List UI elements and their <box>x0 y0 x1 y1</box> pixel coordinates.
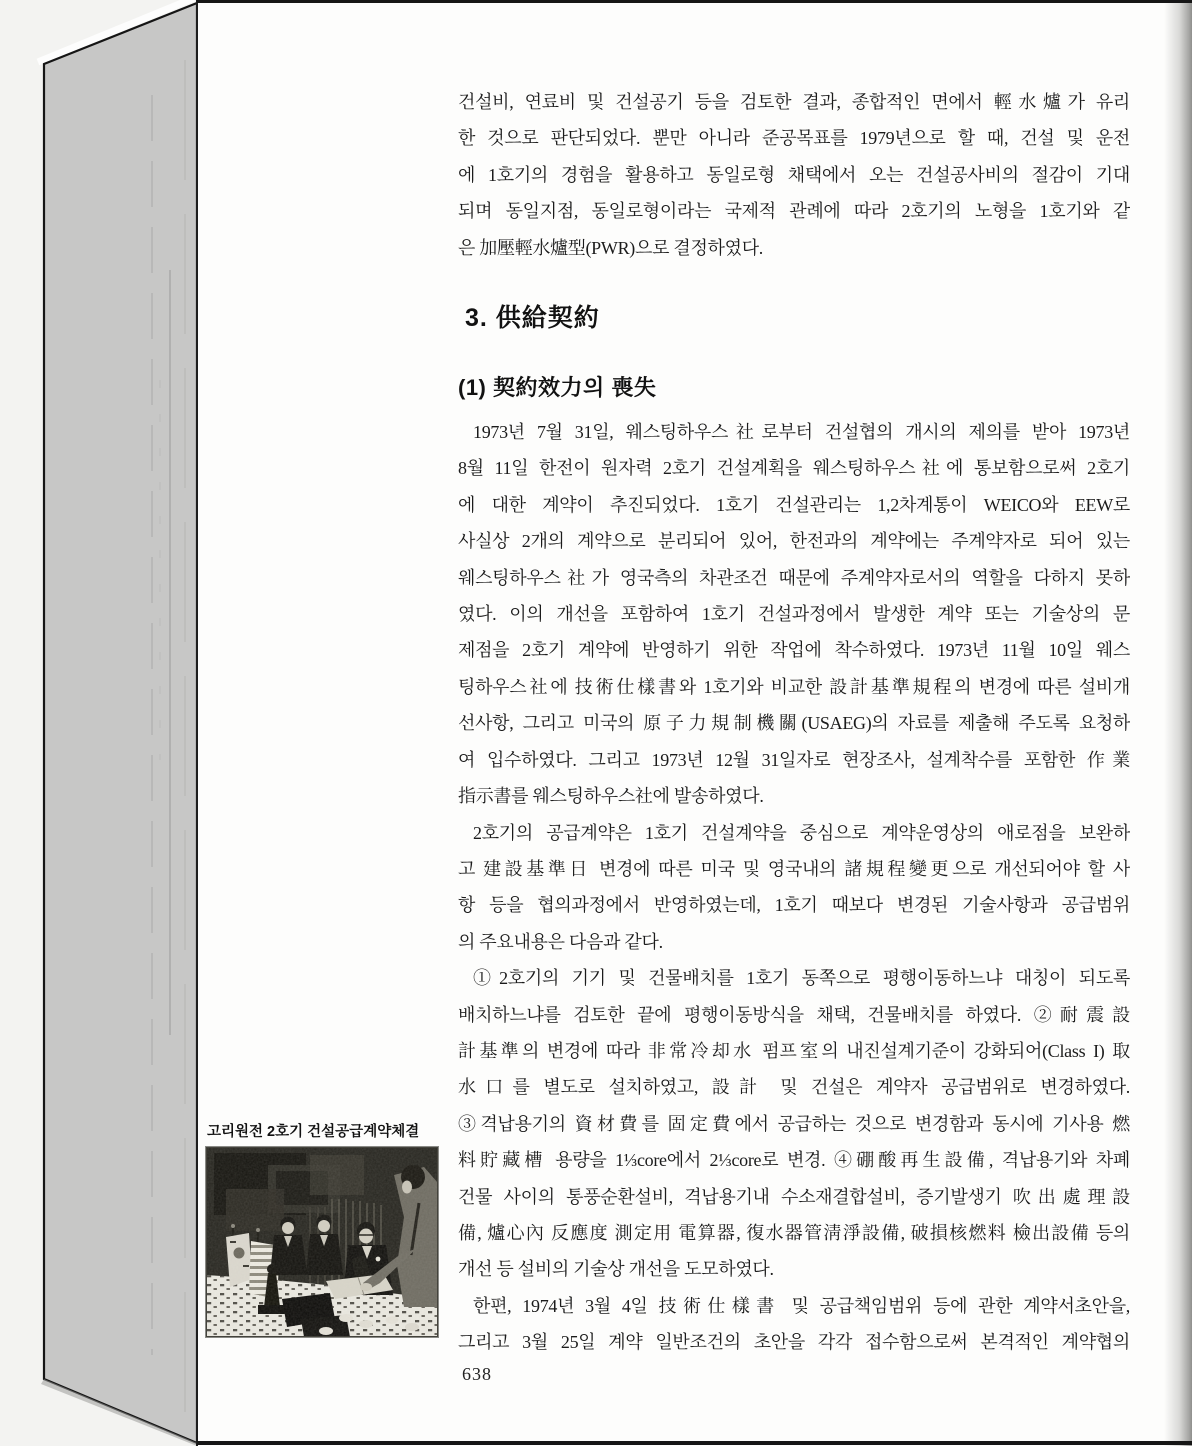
page-number: 638 <box>462 1363 492 1384</box>
text-line: 2호기의 공급계약은 1호기 건설계약을 중심으로 계약운영상의 애로점을 보완하 <box>473 822 1130 843</box>
text-line: ③격납용기의 資材費를 固定費에서 공급하는 것으로 변경함과 동시에 기사용 燃 <box>458 1113 1130 1134</box>
text-line: 고 建設基準日 변경에 따른 미국 및 영국내의 諸規程變更으로 개선되어야 할 사 <box>458 858 1130 879</box>
book-page <box>197 0 1192 1446</box>
text-line: 선사항, 그리고 미국의 原子力規制機關(USAEG)의 자료를 제출해 주도록 요청하 <box>458 713 1130 734</box>
scan-edge-top <box>197 0 1192 3</box>
text-line: 였다. 이의 개선을 포함하여 1호기 건설과정에서 발생한 계약 또는 기술상의 문 <box>458 604 1130 625</box>
text-line: 개선 등 설비의 기술상 개선을 도모하였다. <box>458 1259 774 1280</box>
text-line: 웨스팅하우스社가 영국측의 차관조건 때문에 주계약자로서의 역할을 다하지 못하 <box>458 567 1130 588</box>
text-line: 배치하느냐를 검토한 끝에 평행이동방식을 채택, 건물배치를 하였다. ②耐震設 <box>458 1004 1130 1025</box>
text-line: 에 1호기의 경험을 활용하고 동일로형 채택에서 오는 건설공사비의 절감이 기대 <box>458 164 1130 185</box>
text-line: 건물 사이의 통풍순환설비, 격납용기내 수소재결합설비, 증기발생기 吹出處理設 <box>458 1186 1130 1207</box>
text-line: 한 것으로 판단되었다. 뿐만 아니라 준공목표를 1979년으로 할 때, 건설 및 운전 <box>458 128 1130 149</box>
page-spine-edge <box>196 0 198 1446</box>
text-line: 1973년 7월 31일, 웨스팅하우스社로부터 건설협의 개시의 제의를 받아 1973년 <box>473 422 1130 443</box>
paragraph-intro <box>458 84 1130 266</box>
text-line: 料貯藏槽 용량을 1⅓core에서 2⅓core로 변경. ④硼酸再生設備, 격납용기와 차폐 <box>458 1150 1130 1171</box>
subsection-heading: (1) 契約效力의 喪失 <box>458 375 657 401</box>
page-right-curl-shade <box>1164 0 1192 1446</box>
text-line: 의 주요내용은 다음과 같다. <box>458 931 663 952</box>
text-line: 제점을 2호기 계약에 반영하기 위한 작업에 착수하였다. 1973년 11월 10일 웨스 <box>458 640 1130 661</box>
paragraph-contract-start <box>458 414 1130 814</box>
text-line: 備, 爐心內 反應度 測定用 電算器, 復水器管淸淨設備, 破損核燃料 檢出設備 등의 <box>458 1222 1130 1243</box>
paragraph-supply-contract <box>458 815 1130 961</box>
text-line: 그리고 3월 25일 계약 일반조건의 초안을 각각 접수함으로써 본격적인 계약협의 <box>458 1332 1130 1353</box>
contract-signing-photo <box>205 1146 439 1338</box>
main-text-column <box>458 84 1130 1385</box>
text-line: 여 입수하였다. 그리고 1973년 12월 31일자로 현장조사, 설계착수를 포함한 作業 <box>458 749 1130 770</box>
text-line: 指示書를 웨스팅하우스社에 발송하였다. <box>458 786 764 807</box>
photo-caption: 고리원전 2호기 건설공급계약체결 <box>207 1124 420 1140</box>
text-line: 사실상 2개의 계약으로 분리되어 있어, 한전과의 계약에는 주계약자로 되어 있는 <box>458 531 1130 552</box>
text-line: 은 加壓輕水爐型(PWR)으로 결정하였다. <box>458 237 763 258</box>
paragraph-technical-changes <box>458 960 1130 1288</box>
text-line: 水口를 별도로 설치하였고, 設計 및 건설은 계약자 공급범위로 변경하였다. <box>458 1077 1130 1098</box>
section-heading: 3. 供給契約 <box>465 304 600 333</box>
text-line: 한편, 1974년 3월 4일 技術仕樣書 및 공급책임범위 등에 관한 계약서초안을, <box>473 1295 1130 1316</box>
text-line: 팅하우스社에 技術仕樣書와 1호기와 비교한 設計基準規程의 변경에 따른 설비개 <box>458 676 1130 697</box>
paragraph-draft-receipt <box>458 1288 1130 1361</box>
text-line: 8월 11일 한전이 원자력 2호기 건설계획을 웨스팅하우스社에 통보함으로써 2호기 <box>458 458 1130 479</box>
scan-edge-bottom <box>197 1441 1192 1445</box>
text-line: 건설비, 연료비 및 건설공기 등을 검토한 결과, 종합적인 면에서 輕水爐가 유리 <box>458 92 1130 112</box>
photo-block <box>205 1120 439 1343</box>
text-line: 에 대한 계약이 추진되었다. 1호기 건설관리는 1,2차계통이 WEICO와 EEW로 <box>458 494 1130 515</box>
text-line: 항 등을 협의과정에서 반영하였는데, 1호기 때보다 변경된 기술사항과 공급범위 <box>458 895 1130 916</box>
text-line: 되며 동일지점, 동일로형이라는 국제적 관례에 따라 2호기의 노형을 1호기와 같 <box>458 201 1130 222</box>
text-line: 計基準의 변경에 따라 非常冷却水 펌프室의 내진설계기준이 강화되어(Class I) 取 <box>458 1040 1130 1061</box>
text-line: ①2호기의 기기 및 건물배치를 1호기 동쪽으로 평행이동하느냐 대칭이 되도록 <box>473 968 1130 989</box>
